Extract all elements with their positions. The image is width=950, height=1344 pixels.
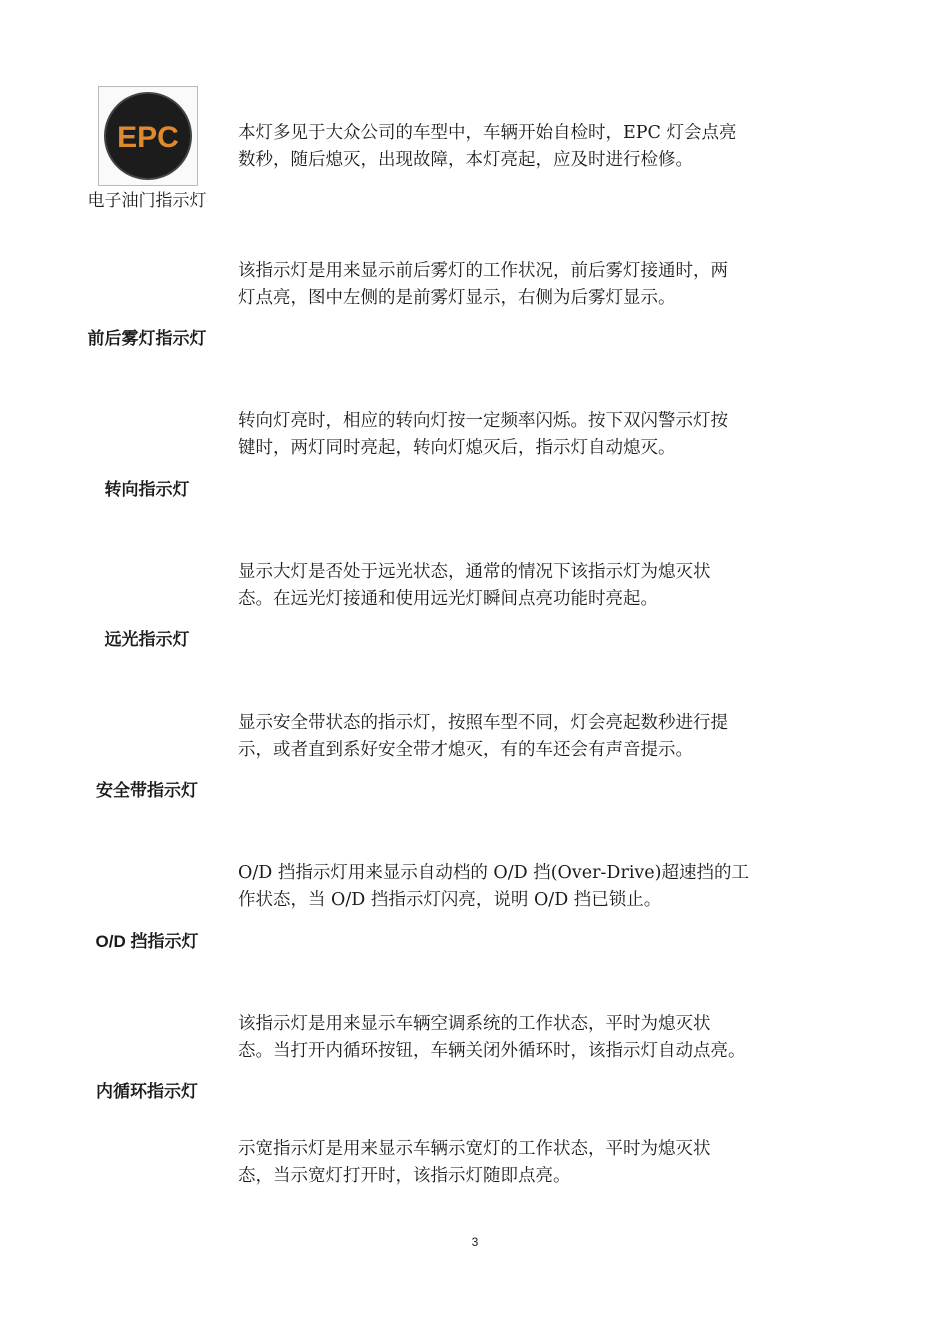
indicator-description	[238, 258, 783, 312]
indicator-label: 转向指示灯	[104, 480, 190, 499]
description-line: 本灯多见于大众公司的车型中，车辆开始自检时，EPC 灯会点亮	[238, 123, 737, 143]
description-line: 显示安全带状态的指示灯，按照车型不同，灯会亮起数秒进行提	[238, 713, 728, 733]
indicator-label: 内循环指示灯	[96, 1082, 198, 1101]
description-line: 作状态，当 O/D 挡指示灯闪亮，说明 O/D 挡已锁止。	[238, 890, 662, 910]
indicator-label: 安全带指示灯	[96, 781, 198, 800]
description-line: 示宽指示灯是用来显示车辆示宽灯的工作状态，平时为熄灭状	[238, 1139, 711, 1159]
description-line: 态，当示宽灯打开时，该指示灯随即点亮。	[238, 1166, 571, 1186]
indicator-description	[238, 1011, 783, 1065]
description-line: 显示大灯是否处于远光状态，通常的情况下该指示灯为熄灭状	[238, 562, 711, 582]
indicator-label: 远光指示灯	[104, 630, 190, 649]
indicator-label: O/D 挡指示灯	[95, 932, 199, 951]
indicator-label: 电子油门指示灯	[87, 191, 207, 211]
indicator-label: 前后雾灯指示灯	[87, 329, 207, 348]
description-line: 灯点亮，图中左侧的是前雾灯显示，右侧为后雾灯显示。	[238, 288, 676, 308]
indicator-description	[238, 559, 783, 613]
description-line: 数秒，随后熄灭，出现故障，本灯亮起，应及时进行检修。	[238, 150, 693, 170]
indicator-description	[238, 1136, 783, 1190]
indicator-description	[238, 710, 783, 764]
epc-icon-text: EPC	[117, 121, 179, 154]
description-line: 该指示灯是用来显示车辆空调系统的工作状态，平时为熄灭状	[238, 1014, 711, 1034]
description-line: 态。当打开内循环按钮，车辆关闭外循环时，该指示灯自动点亮。	[238, 1041, 746, 1061]
indicator-description	[238, 860, 783, 914]
description-line: 态。在远光灯接通和使用远光灯瞬间点亮功能时亮起。	[238, 589, 658, 609]
description-line: 键时，两灯同时亮起，转向灯熄灭后，指示灯自动熄灭。	[238, 438, 676, 458]
page-number: 3	[471, 1235, 479, 1249]
description-line: 示，或者直到系好安全带才熄灭，有的车还会有声音提示。	[238, 740, 693, 760]
indicator-description	[238, 408, 783, 462]
description-line: O/D 挡指示灯用来显示自动档的 O/D 挡(Over-Drive)超速挡的工	[238, 863, 749, 883]
description-line: 转向灯亮时，相应的转向灯按一定频率闪烁。按下双闪警示灯按	[238, 411, 728, 431]
description-line: 该指示灯是用来显示前后雾灯的工作状况，前后雾灯接通时，两	[238, 261, 728, 281]
